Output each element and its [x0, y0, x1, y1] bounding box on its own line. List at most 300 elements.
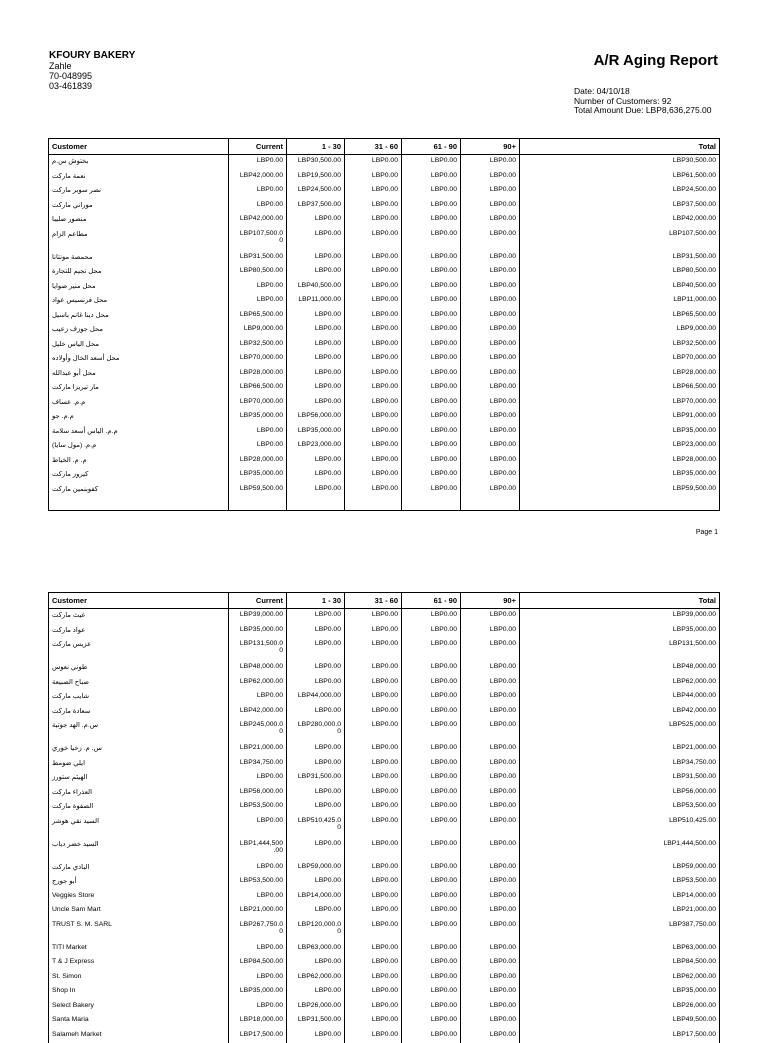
- days-61-90-cell: LBP0.00: [402, 1000, 461, 1015]
- customer-cell: شايب ماركت: [49, 690, 229, 705]
- days-1-30-cell: LBP0.00: [287, 875, 345, 890]
- days-31-60-cell: LBP0.00: [345, 410, 402, 425]
- table-row: [49, 676, 720, 691]
- total-cell: LBP23,000.00: [520, 439, 720, 454]
- customer-cell: م.م. (مول سايا): [49, 439, 229, 454]
- days-61-90-cell: LBP0.00: [402, 815, 461, 838]
- days-1-30-cell: LBP0.00: [287, 609, 345, 624]
- header-90-plus: 90+: [461, 593, 520, 609]
- total-cell: LBP65,500.00: [520, 309, 720, 324]
- customer-cell: نصر سوبر ماركت: [49, 184, 229, 199]
- current-cell: LBP42,000.00: [229, 213, 287, 228]
- table-row: [49, 875, 720, 890]
- current-cell: LBP0.00: [229, 439, 287, 454]
- total-cell: LBP80,500.00: [520, 265, 720, 280]
- total-cell: LBP62,000.00: [520, 676, 720, 691]
- customer-cell: الهيثم ستورز: [49, 771, 229, 786]
- customer-cell: س.م. الهد جوتية: [49, 719, 229, 742]
- total-cell: LBP91,000.00: [520, 410, 720, 425]
- table-row: [49, 942, 720, 957]
- days-1-30-cell: LBP0.00: [287, 705, 345, 720]
- days-61-90-cell: LBP0.00: [402, 705, 461, 720]
- report-title: A/R Aging Report: [594, 52, 718, 69]
- customer-cell: بختوش س.م: [49, 155, 229, 170]
- days-31-60-cell: LBP0.00: [345, 661, 402, 676]
- customer-cell: م.م. عساف: [49, 396, 229, 411]
- header-current: Current: [229, 593, 287, 609]
- table-row: [49, 861, 720, 876]
- total-cell: LBP66,500.00: [520, 381, 720, 396]
- total-cell: LBP28,000.00: [520, 367, 720, 382]
- days-31-60-cell: LBP0.00: [345, 757, 402, 772]
- days-31-60-cell: LBP0.00: [345, 454, 402, 469]
- days-31-60-cell: LBP0.00: [345, 800, 402, 815]
- days-90-plus-cell: LBP0.00: [461, 609, 520, 624]
- days-61-90-cell: LBP0.00: [402, 676, 461, 691]
- page-number: Page 1: [696, 529, 718, 536]
- days-61-90-cell: LBP0.00: [402, 338, 461, 353]
- days-61-90-cell: LBP0.00: [402, 757, 461, 772]
- days-61-90-cell: LBP0.00: [402, 251, 461, 266]
- empty-cell: [229, 497, 287, 511]
- current-cell: LBP0.00: [229, 280, 287, 295]
- empty-cell: [49, 497, 229, 511]
- days-90-plus-cell: LBP0.00: [461, 875, 520, 890]
- current-cell: LBP0.00: [229, 771, 287, 786]
- days-31-60-cell: LBP0.00: [345, 875, 402, 890]
- customer-cell: Shop In: [49, 985, 229, 1000]
- days-31-60-cell: LBP0.00: [345, 624, 402, 639]
- total-cell: LBP31,500.00: [520, 771, 720, 786]
- current-cell: LBP70,000.00: [229, 396, 287, 411]
- days-1-30-cell: LBP0.00: [287, 838, 345, 861]
- days-1-30-cell: LBP0.00: [287, 228, 345, 251]
- days-61-90-cell: LBP0.00: [402, 309, 461, 324]
- days-90-plus-cell: LBP0.00: [461, 690, 520, 705]
- days-1-30-cell: LBP0.00: [287, 624, 345, 639]
- days-1-30-cell: LBP35,000.00: [287, 425, 345, 440]
- days-31-60-cell: LBP0.00: [345, 971, 402, 986]
- total-cell: LBP21,000.00: [520, 904, 720, 919]
- header-customer: Customer: [49, 139, 229, 155]
- days-90-plus-cell: LBP0.00: [461, 170, 520, 185]
- current-cell: LBP0.00: [229, 890, 287, 905]
- days-1-30-cell: LBP0.00: [287, 213, 345, 228]
- total-cell: LBP37,500.00: [520, 199, 720, 214]
- customer-cell: محل أبو عبدالله: [49, 367, 229, 382]
- table-end-row: [49, 497, 720, 511]
- customer-cell: محل دينا غانم باسيل: [49, 309, 229, 324]
- days-90-plus-cell: LBP0.00: [461, 676, 520, 691]
- customer-cell: محل جوزف زعيب: [49, 323, 229, 338]
- days-31-60-cell: LBP0.00: [345, 1014, 402, 1029]
- days-90-plus-cell: LBP0.00: [461, 705, 520, 720]
- days-90-plus-cell: LBP0.00: [461, 742, 520, 757]
- current-cell: LBP53,500.00: [229, 800, 287, 815]
- current-cell: LBP0.00: [229, 971, 287, 986]
- current-cell: LBP39,000.00: [229, 609, 287, 624]
- days-1-30-cell: LBP24,500.00: [287, 184, 345, 199]
- days-61-90-cell: LBP0.00: [402, 609, 461, 624]
- days-61-90-cell: LBP0.00: [402, 861, 461, 876]
- days-61-90-cell: LBP0.00: [402, 439, 461, 454]
- current-cell: LBP0.00: [229, 425, 287, 440]
- current-cell: LBP9,000.00: [229, 323, 287, 338]
- days-31-60-cell: LBP0.00: [345, 705, 402, 720]
- table-row: [49, 280, 720, 295]
- total-cell: LBP84,500.00: [520, 956, 720, 971]
- days-1-30-cell: LBP0.00: [287, 468, 345, 483]
- days-90-plus-cell: LBP0.00: [461, 890, 520, 905]
- days-1-30-cell: LBP0.00: [287, 323, 345, 338]
- days-61-90-cell: LBP0.00: [402, 942, 461, 957]
- days-1-30-cell: LBP0.00: [287, 956, 345, 971]
- days-61-90-cell: LBP0.00: [402, 800, 461, 815]
- total-cell: LBP59,500.00: [520, 483, 720, 498]
- customer-cell: صباح الصبيعة: [49, 676, 229, 691]
- customer-cell: محل نجيم للتجارة: [49, 265, 229, 280]
- customer-cell: محمصة مونتانا: [49, 251, 229, 266]
- days-1-30-cell: LBP0.00: [287, 309, 345, 324]
- current-cell: LBP65,500.00: [229, 309, 287, 324]
- customer-cell: Santa Maria: [49, 1014, 229, 1029]
- table-row: [49, 155, 720, 170]
- customer-cell: محل فرنسيس عواد: [49, 294, 229, 309]
- table-row: [49, 971, 720, 986]
- current-cell: LBP131,500.0 0: [229, 638, 287, 661]
- report-date: Date: 04/10/18: [574, 87, 712, 97]
- days-90-plus-cell: LBP0.00: [461, 425, 520, 440]
- days-1-30-cell: LBP31,500.00: [287, 1014, 345, 1029]
- total-cell: LBP34,750.00: [520, 757, 720, 772]
- total-cell: LBP9,000.00: [520, 323, 720, 338]
- table-row: [49, 742, 720, 757]
- report-total-due: Total Amount Due: LBP8,636,275.00: [574, 106, 712, 116]
- days-31-60-cell: LBP0.00: [345, 425, 402, 440]
- current-cell: LBP70,000.00: [229, 352, 287, 367]
- total-cell: LBP35,000.00: [520, 985, 720, 1000]
- customer-cell: عواد ماركت: [49, 624, 229, 639]
- table-row: [49, 838, 720, 861]
- table-row: [49, 213, 720, 228]
- current-cell: LBP0.00: [229, 690, 287, 705]
- days-61-90-cell: LBP0.00: [402, 956, 461, 971]
- header-1-30: 1 - 30: [287, 593, 345, 609]
- days-31-60-cell: LBP0.00: [345, 1029, 402, 1043]
- days-90-plus-cell: LBP0.00: [461, 624, 520, 639]
- empty-cell: [520, 497, 720, 511]
- days-1-30-cell: LBP56,000.00: [287, 410, 345, 425]
- days-90-plus-cell: LBP0.00: [461, 439, 520, 454]
- total-cell: LBP35,000.00: [520, 624, 720, 639]
- days-90-plus-cell: LBP0.00: [461, 638, 520, 661]
- days-90-plus-cell: LBP0.00: [461, 323, 520, 338]
- days-31-60-cell: LBP0.00: [345, 309, 402, 324]
- days-90-plus-cell: LBP0.00: [461, 468, 520, 483]
- days-31-60-cell: LBP0.00: [345, 352, 402, 367]
- days-1-30-cell: LBP19,500.00: [287, 170, 345, 185]
- days-61-90-cell: LBP0.00: [402, 323, 461, 338]
- days-61-90-cell: LBP0.00: [402, 454, 461, 469]
- days-90-plus-cell: LBP0.00: [461, 719, 520, 742]
- company-phone-1: 70-048995: [49, 71, 135, 81]
- table-row: [49, 956, 720, 971]
- header-total: Total: [520, 593, 720, 609]
- days-90-plus-cell: LBP0.00: [461, 309, 520, 324]
- days-1-30-cell: LBP0.00: [287, 742, 345, 757]
- days-31-60-cell: LBP0.00: [345, 280, 402, 295]
- total-cell: LBP35,000.00: [520, 468, 720, 483]
- days-31-60-cell: LBP0.00: [345, 676, 402, 691]
- customer-cell: T & J Express: [49, 956, 229, 971]
- table-row: [49, 1000, 720, 1015]
- current-cell: LBP35,000.00: [229, 410, 287, 425]
- days-31-60-cell: LBP0.00: [345, 786, 402, 801]
- current-cell: LBP42,000.00: [229, 705, 287, 720]
- total-cell: LBP21,000.00: [520, 742, 720, 757]
- days-1-30-cell: LBP0.00: [287, 381, 345, 396]
- days-31-60-cell: LBP0.00: [345, 439, 402, 454]
- current-cell: LBP0.00: [229, 184, 287, 199]
- days-90-plus-cell: LBP0.00: [461, 771, 520, 786]
- current-cell: LBP28,000.00: [229, 454, 287, 469]
- days-1-30-cell: LBP59,000.00: [287, 861, 345, 876]
- current-cell: LBP62,000.00: [229, 676, 287, 691]
- days-61-90-cell: LBP0.00: [402, 985, 461, 1000]
- days-31-60-cell: LBP0.00: [345, 815, 402, 838]
- current-cell: LBP0.00: [229, 942, 287, 957]
- days-1-30-cell: LBP0.00: [287, 454, 345, 469]
- empty-cell: [461, 497, 520, 511]
- total-cell: LBP56,000.00: [520, 786, 720, 801]
- days-31-60-cell: LBP0.00: [345, 483, 402, 498]
- days-90-plus-cell: LBP0.00: [461, 228, 520, 251]
- header-customer: Customer: [49, 593, 229, 609]
- days-61-90-cell: LBP0.00: [402, 468, 461, 483]
- current-cell: LBP18,000.00: [229, 1014, 287, 1029]
- table-row: [49, 425, 720, 440]
- current-cell: LBP17,500.00: [229, 1029, 287, 1043]
- days-1-30-cell: LBP31,500.00: [287, 771, 345, 786]
- total-cell: LBP131,500.00: [520, 638, 720, 661]
- days-1-30-cell: LBP510,425.0 0: [287, 815, 345, 838]
- days-61-90-cell: LBP0.00: [402, 875, 461, 890]
- table-row: [49, 638, 720, 661]
- customer-cell: TRUST S. M. SARL: [49, 919, 229, 942]
- table-row: [49, 367, 720, 382]
- table-row: [49, 439, 720, 454]
- table-row: [49, 1029, 720, 1043]
- days-90-plus-cell: LBP0.00: [461, 280, 520, 295]
- total-cell: LBP26,000.00: [520, 1000, 720, 1015]
- days-1-30-cell: LBP0.00: [287, 483, 345, 498]
- table-row: [49, 890, 720, 905]
- aging-table-page-2: [48, 592, 720, 1043]
- days-90-plus-cell: LBP0.00: [461, 367, 520, 382]
- total-cell: LBP387,750.00: [520, 919, 720, 942]
- days-1-30-cell: LBP26,000.00: [287, 1000, 345, 1015]
- current-cell: LBP267,750.0 0: [229, 919, 287, 942]
- days-90-plus-cell: LBP0.00: [461, 454, 520, 469]
- days-61-90-cell: LBP0.00: [402, 890, 461, 905]
- table-body: [49, 609, 720, 1043]
- days-90-plus-cell: LBP0.00: [461, 352, 520, 367]
- days-31-60-cell: LBP0.00: [345, 638, 402, 661]
- customer-cell: Select Bakery: [49, 1000, 229, 1015]
- table-row: [49, 705, 720, 720]
- total-cell: LBP53,500.00: [520, 875, 720, 890]
- table-row: [49, 985, 720, 1000]
- table-row: [49, 483, 720, 498]
- customer-cell: س. م. زخيا خوري: [49, 742, 229, 757]
- customer-cell: St. Simon: [49, 971, 229, 986]
- days-90-plus-cell: LBP0.00: [461, 155, 520, 170]
- days-90-plus-cell: LBP0.00: [461, 483, 520, 498]
- days-90-plus-cell: LBP0.00: [461, 985, 520, 1000]
- total-cell: LBP17,500.00: [520, 1029, 720, 1043]
- days-31-60-cell: LBP0.00: [345, 838, 402, 861]
- current-cell: LBP245,000.0 0: [229, 719, 287, 742]
- total-cell: LBP14,000.00: [520, 890, 720, 905]
- header-90-plus: 90+: [461, 139, 520, 155]
- empty-cell: [402, 497, 461, 511]
- days-1-30-cell: LBP0.00: [287, 396, 345, 411]
- current-cell: LBP1,444,500 .00: [229, 838, 287, 861]
- days-31-60-cell: LBP0.00: [345, 338, 402, 353]
- current-cell: LBP0.00: [229, 294, 287, 309]
- current-cell: LBP0.00: [229, 1000, 287, 1015]
- days-1-30-cell: LBP0.00: [287, 904, 345, 919]
- days-61-90-cell: LBP0.00: [402, 184, 461, 199]
- current-cell: LBP35,000.00: [229, 985, 287, 1000]
- table-row: [49, 184, 720, 199]
- days-61-90-cell: LBP0.00: [402, 624, 461, 639]
- days-31-60-cell: LBP0.00: [345, 170, 402, 185]
- table-row: [49, 381, 720, 396]
- days-31-60-cell: LBP0.00: [345, 265, 402, 280]
- company-name: KFOURY BAKERY: [49, 51, 135, 61]
- days-31-60-cell: LBP0.00: [345, 890, 402, 905]
- days-1-30-cell: LBP0.00: [287, 661, 345, 676]
- total-cell: LBP107,500.00: [520, 228, 720, 251]
- total-cell: LBP35,000.00: [520, 425, 720, 440]
- current-cell: LBP42,000.00: [229, 170, 287, 185]
- total-cell: LBP49,500.00: [520, 1014, 720, 1029]
- days-31-60-cell: LBP0.00: [345, 468, 402, 483]
- table-row: [49, 170, 720, 185]
- table-row: [49, 719, 720, 742]
- current-cell: LBP35,000.00: [229, 624, 287, 639]
- days-31-60-cell: LBP0.00: [345, 985, 402, 1000]
- report-meta: [574, 87, 712, 116]
- days-1-30-cell: LBP0.00: [287, 265, 345, 280]
- days-31-60-cell: LBP0.00: [345, 228, 402, 251]
- days-1-30-cell: LBP120,000.0 0: [287, 919, 345, 942]
- total-cell: LBP48,000.00: [520, 661, 720, 676]
- days-90-plus-cell: LBP0.00: [461, 971, 520, 986]
- current-cell: LBP0.00: [229, 815, 287, 838]
- days-90-plus-cell: LBP0.00: [461, 661, 520, 676]
- customer-cell: البادي ماركت: [49, 861, 229, 876]
- days-31-60-cell: LBP0.00: [345, 155, 402, 170]
- days-31-60-cell: LBP0.00: [345, 323, 402, 338]
- customer-cell: كفوبنمين ماركت: [49, 483, 229, 498]
- customer-cell: موراني ماركت: [49, 199, 229, 214]
- days-90-plus-cell: LBP0.00: [461, 838, 520, 861]
- days-61-90-cell: LBP0.00: [402, 1014, 461, 1029]
- days-31-60-cell: LBP0.00: [345, 690, 402, 705]
- table-row: [49, 199, 720, 214]
- current-cell: LBP21,000.00: [229, 904, 287, 919]
- days-1-30-cell: LBP0.00: [287, 638, 345, 661]
- customer-cell: السيد خضر دياب: [49, 838, 229, 861]
- days-61-90-cell: LBP0.00: [402, 904, 461, 919]
- days-61-90-cell: LBP0.00: [402, 971, 461, 986]
- days-31-60-cell: LBP0.00: [345, 609, 402, 624]
- days-1-30-cell: LBP0.00: [287, 800, 345, 815]
- days-1-30-cell: LBP0.00: [287, 367, 345, 382]
- table-row: [49, 228, 720, 251]
- days-1-30-cell: LBP44,000.00: [287, 690, 345, 705]
- days-1-30-cell: LBP37,500.00: [287, 199, 345, 214]
- empty-cell: [287, 497, 345, 511]
- days-61-90-cell: LBP0.00: [402, 155, 461, 170]
- current-cell: LBP31,500.00: [229, 251, 287, 266]
- table-row: [49, 624, 720, 639]
- days-31-60-cell: LBP0.00: [345, 742, 402, 757]
- total-cell: LBP28,000.00: [520, 454, 720, 469]
- total-cell: LBP32,500.00: [520, 338, 720, 353]
- total-cell: LBP510,425.00: [520, 815, 720, 838]
- days-90-plus-cell: LBP0.00: [461, 815, 520, 838]
- days-90-plus-cell: LBP0.00: [461, 184, 520, 199]
- table-row: [49, 323, 720, 338]
- total-cell: LBP63,000.00: [520, 942, 720, 957]
- table-row: [49, 690, 720, 705]
- customer-cell: السيد نقي هوشر: [49, 815, 229, 838]
- table-row: [49, 309, 720, 324]
- report-customer-count: Number of Customers: 92: [574, 97, 712, 107]
- table-body: [49, 155, 720, 511]
- days-31-60-cell: LBP0.00: [345, 184, 402, 199]
- table-row: [49, 757, 720, 772]
- aging-table-page-1: [48, 138, 720, 511]
- days-1-30-cell: LBP14,000.00: [287, 890, 345, 905]
- header-61-90: 61 - 90: [402, 139, 461, 155]
- table-row: [49, 396, 720, 411]
- customer-cell: م.م. جو: [49, 410, 229, 425]
- days-90-plus-cell: LBP0.00: [461, 904, 520, 919]
- total-cell: LBP30,500.00: [520, 155, 720, 170]
- total-cell: LBP59,000.00: [520, 861, 720, 876]
- days-1-30-cell: LBP11,000.00: [287, 294, 345, 309]
- days-90-plus-cell: LBP0.00: [461, 956, 520, 971]
- total-cell: LBP42,000.00: [520, 213, 720, 228]
- days-61-90-cell: LBP0.00: [402, 410, 461, 425]
- table-row: [49, 410, 720, 425]
- customer-cell: مار تيريزا ماركت: [49, 381, 229, 396]
- days-90-plus-cell: LBP0.00: [461, 294, 520, 309]
- total-cell: LBP31,500.00: [520, 251, 720, 266]
- table-row: [49, 661, 720, 676]
- days-90-plus-cell: LBP0.00: [461, 861, 520, 876]
- days-1-30-cell: LBP0.00: [287, 786, 345, 801]
- customer-cell: منصور صليبا: [49, 213, 229, 228]
- days-31-60-cell: LBP0.00: [345, 861, 402, 876]
- current-cell: LBP107,500.0 0: [229, 228, 287, 251]
- total-cell: LBP39,000.00: [520, 609, 720, 624]
- customer-cell: العذراء ماركت: [49, 786, 229, 801]
